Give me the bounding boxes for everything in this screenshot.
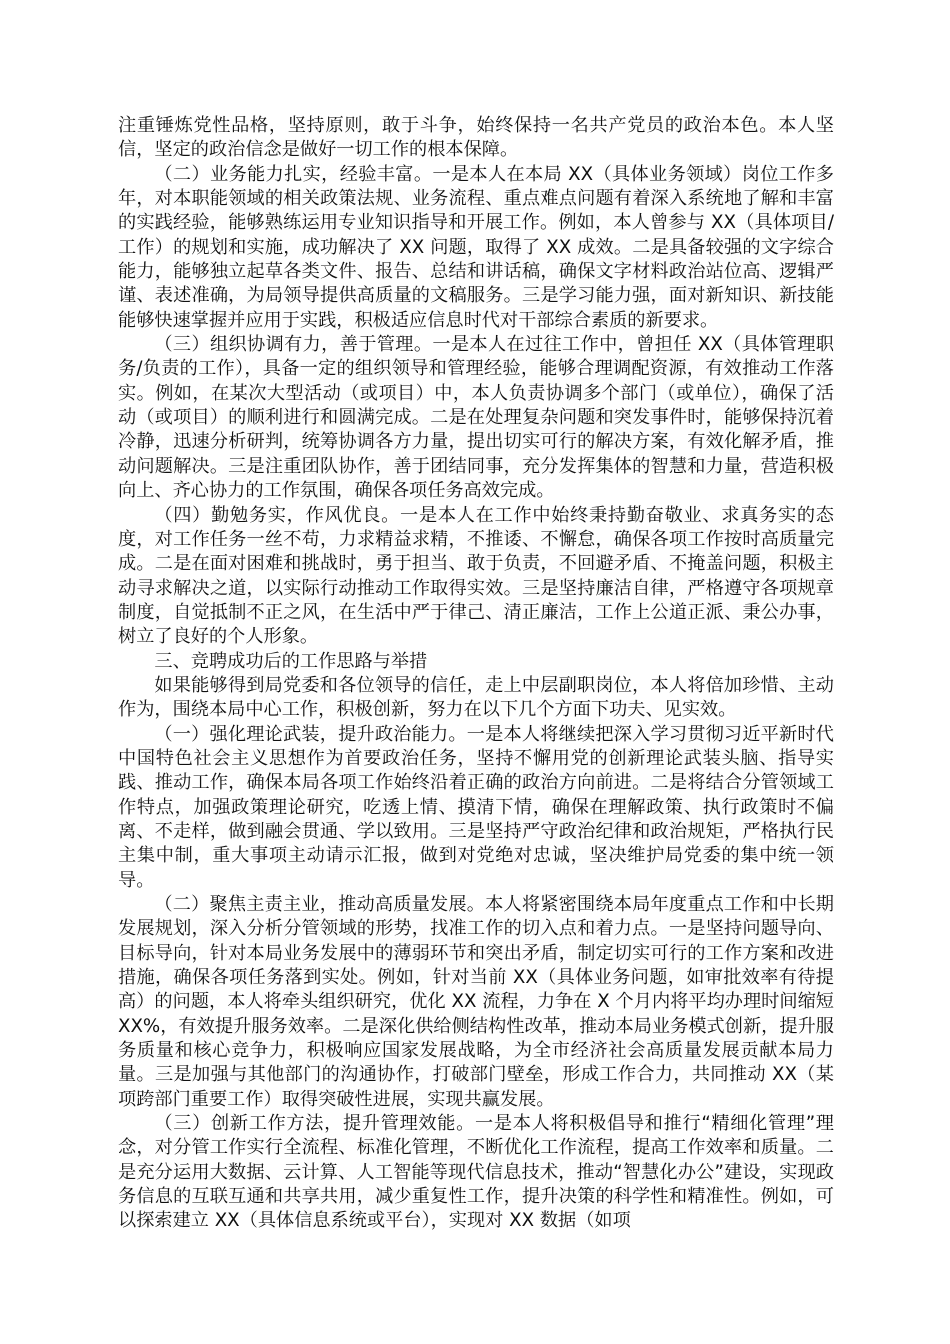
paragraph-theory: （一）强化理论武装，提升政治能力。一是本人将继续把深入学习贯彻习近平新时代中国特色社会主义思想作为首要政治任务，坚持不懈用党的创新理论武装头脑、指导实践、推动工作，确保本局各项工作始终沿着正确的政治方向前进。二是将结合分管领域工作特点，加强政策理论研究，吃透上情、摸清下情，确保在理解政策、执行政策时不偏离、不走样，做到融会贯通、学以致用。三是坚持严守政治纪律和政治规矩，严格执行民主集中制，重大事项主动请示汇报，做到对党绝对忠诚，坚决维护局党委的集中统一领导。 [118,723,834,891]
paragraph-coordination: （三）组织协调有力，善于管理。一是本人在过往工作中，曾担任 XX（具体管理职务/负责的工作），具备一定的组织领导和管理经验，能够合理调配资源，有效推动工作落实。例如，在某次大型活动（或项目）中，本人负责协调多个部门（或单位），确保了活动（或项目）的顺利进行和圆满完成。二是在处理复杂问题和突发事件时，能够保持沉着冷静，迅速分析研判，统筹协调各方力量，提出切实可行的解决方案，有效化解矛盾，推动问题解决。三是注重团队协作，善于团结同事，充分发挥集体的智慧和力量，营造积极向上、齐心协力的工作氛围，确保各项任务高效完成。 [118,334,834,502]
paragraph-work-style: （四）勤勉务实，作风优良。一是本人在工作中始终秉持勤奋敬业、求真务实的态度，对工作任务一丝不苟，力求精益求精，不推诿、不懈怠，确保各项工作按时高质量完成。二是在面对困难和挑战时，勇于担当、敢于负责，不回避矛盾、不掩盖问题，积极主动寻求解决之道，以实际行动推动工作取得实效。三是坚持廉洁自律，严格遵守各项规章制度，自觉抵制不正之风，在生活中严于律己、清正廉洁，工作上公道正派、秉公办事，树立了良好的个人形象。 [118,504,834,648]
paragraph-innovation: （三）创新工作方法，提升管理效能。一是本人将积极倡导和推行“精细化管理”理念，对分管工作实行全流程、标准化管理，不断优化工作流程，提高工作效率和质量。二是充分运用大数据、云计算、人工智能等现代信息技术，推动“智慧化办公”建设，实现政务信息的互联互通和共享共用，减少重复性工作，提升决策的科学性和精准性。例如，可以探索建立 XX（具体信息系统或平台），实现对 XX 数据（如项 [118,1113,834,1232]
paragraph-business-ability: （二）业务能力扎实，经验丰富。一是本人在本局 XX（具体业务领域）岗位工作多年，对本职能领域的相关政策法规、业务流程、重点难点问题有着深入系统地了解和丰富的实践经验，能够熟练运用专业知识指导和开展工作。例如，本人曾参与 XX（具体项目/工作）的规划和实施，成功解决了 XX 问题，取得了 XX 成效。二是具备较强的文字综合能力，能够独立起草各类文件、报告、总结和讲话稿，确保文字材料政治站位高、逻辑严谨、表述准确，为局领导提供高质量的文稿服务。三是学习能力强，面对新知识、新技能能够快速掌握并应用于实践，积极适应信息时代对干部综合素质的新要求。 [118,163,834,331]
section-heading-work-plan: 三、竞聘成功后的工作思路与举措 [154,650,428,672]
paragraph-main-business: （二）聚焦主责主业，推动高质量发展。本人将紧密围绕本局年度重点工作和中长期发展规划，深入分析分管领域的形势，找准工作的切入点和着力点。一是坚持问题导向、目标导向，针对本局业务发展中的薄弱环节和突出矛盾，制定切实可行的工作方案和改进措施，确保各项任务落到实处。例如，针对当前 XX（具体业务问题，如审批效率有待提高）的问题，本人将牵头组织研究，优化 XX 流程，力争在 X 个月内将平均办理时间缩短 XX%，有效提升服务效率。二是深化供给侧结构性改革，推动本局业务模式创新，提升服务质量和核心竞争力，积极响应国家发展战略，为全市经济社会高质量发展贡献本局力量。三是加强与其他部门的沟通协作，打破部门壁垒，形成工作合力，共同推动 XX（某项跨部门重要工作）取得突破性进展，实现共赢发展。 [118,894,834,1110]
document-body [118,114,834,1234]
paragraph-continuation: 注重锤炼党性品格，坚持原则，敢于斗争，始终保持一名共产党员的政治本色。本人坚信，坚定的政治信念是做好一切工作的根本保障。 [118,115,834,161]
paragraph-intro-plan: 如果能够得到局党委和各位领导的信任，走上中层副职岗位，本人将倍加珍惜、主动作为，围绕本局中心工作，积极创新，努力在以下几个方面下功夫、见实效。 [118,674,834,721]
